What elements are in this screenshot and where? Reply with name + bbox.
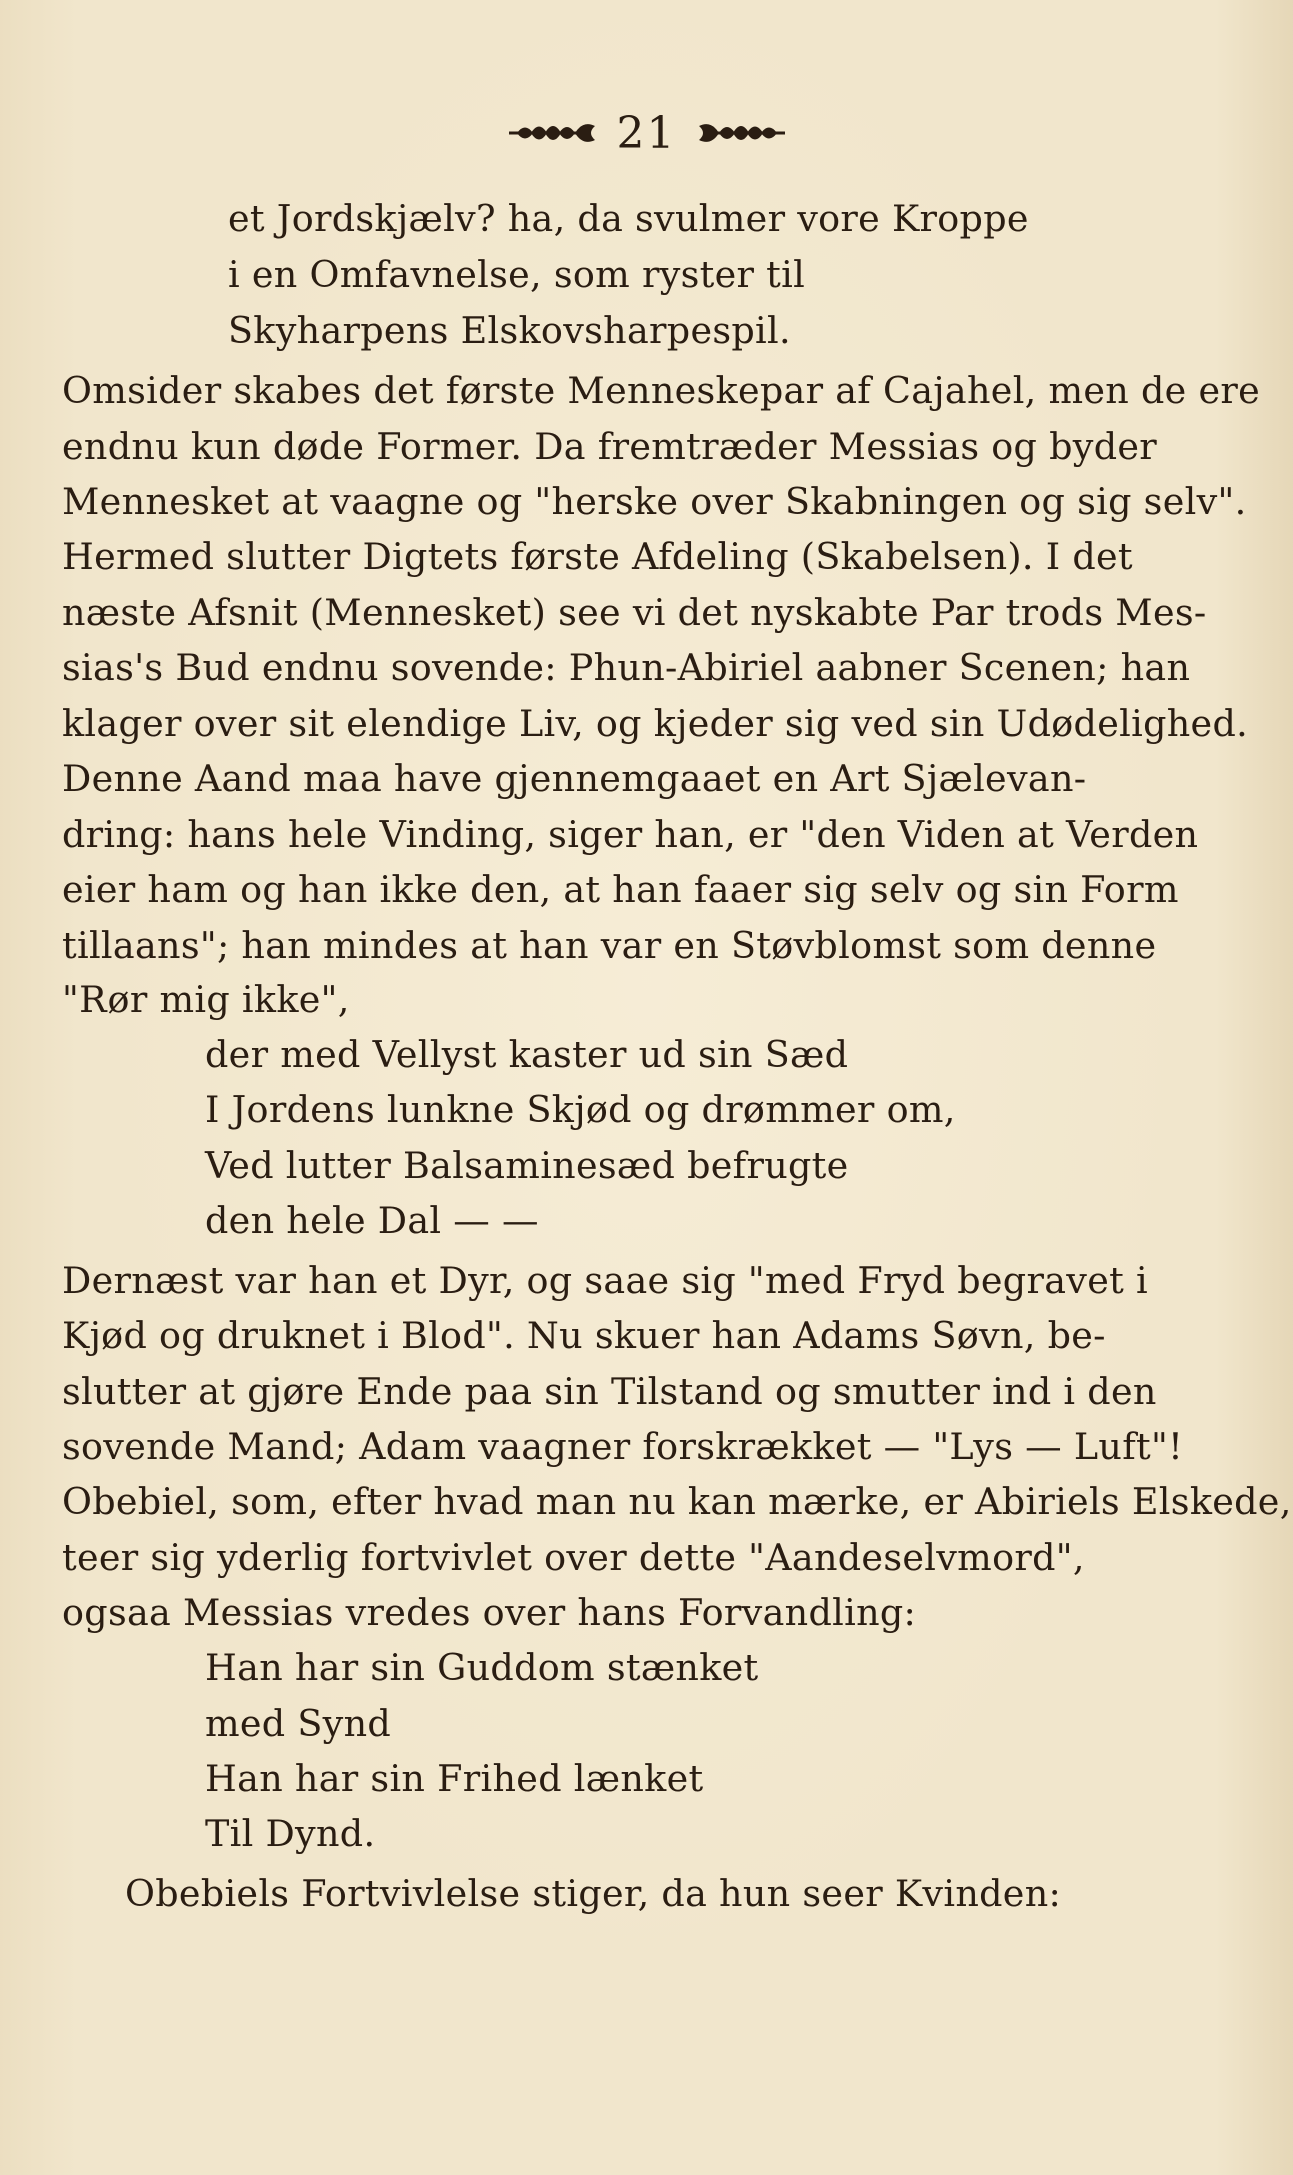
text-line: sovende Mand; Adam vaagner forskrækket — "Lys — Luft"! bbox=[62, 1425, 1184, 1468]
text-line: "Rør mig ikke", bbox=[62, 978, 350, 1021]
verse-line: der med Vellyst kaster ud sin Sæd bbox=[205, 1033, 849, 1076]
page-number: 21 bbox=[616, 107, 677, 159]
text-line: tillaans"; han mindes at han var en Støvblomst som denne bbox=[62, 924, 1157, 967]
text-line: Hermed slutter Digtets første Afdeling (Skabelsen). I det bbox=[62, 535, 1133, 578]
text-line: slutter at gjøre Ende paa sin Tilstand og smutter ind i den bbox=[62, 1370, 1157, 1413]
text-line: teer sig yderlig fortvivlet over dette "Aandeselvmord", bbox=[62, 1536, 1085, 1579]
text-line: Mennesket at vaagne og "herske over Skabningen og sig selv". bbox=[62, 480, 1247, 523]
text-line: Obebiel, som, efter hvad man nu kan mærke, er Abiriels Elskede, bbox=[62, 1480, 1292, 1523]
verse-line: Han har sin Guddom stænket bbox=[205, 1646, 759, 1689]
text-line: i en Omfavnelse, som ryster til bbox=[228, 253, 806, 296]
text-line: ogsaa Messias vredes over hans Forvandling: bbox=[62, 1591, 917, 1634]
verse-line: Til Dynd. bbox=[205, 1812, 376, 1855]
verse-line: Han har sin Frihed lænket bbox=[205, 1757, 704, 1800]
text-line: Dernæst var han et Dyr, og saae sig "med Fryd begravet i bbox=[62, 1259, 1148, 1302]
text-line: endnu kun døde Former. Da fremtræder Messias og byder bbox=[62, 425, 1158, 468]
left-ornament-icon bbox=[507, 116, 599, 150]
text-line: Obebiels Fortvivlelse stiger, da hun seer Kvinden: bbox=[125, 1872, 1062, 1915]
text-line: sias's Bud endnu sovende: Phun-Abiriel aabner Scenen; han bbox=[62, 646, 1191, 689]
text-line: Kjød og druknet i Blod". Nu skuer han Adams Søvn, be- bbox=[62, 1314, 1106, 1357]
text-line: klager over sit elendige Liv, og kjeder sig ved sin Udødelighed. bbox=[62, 702, 1249, 745]
text-line: dring: hans hele Vinding, siger han, er "den Viden at Verden bbox=[62, 813, 1199, 856]
verse-line: Ved lutter Balsaminesæd befrugte bbox=[205, 1144, 849, 1187]
verse-line: den hele Dal — — bbox=[205, 1199, 539, 1242]
text-line: et Jordskjælv? ha, da svulmer vore Kroppe bbox=[228, 197, 1029, 240]
text-line: Omsider skabes det første Menneskepar af Cajahel, men de ere bbox=[62, 369, 1261, 412]
text-line: eier ham og han ikke den, at han faaer sig selv og sin Form bbox=[62, 868, 1179, 911]
right-ornament-icon bbox=[695, 116, 787, 150]
verse-line: med Synd bbox=[205, 1702, 392, 1745]
page-header bbox=[0, 103, 1293, 163]
text-line: Denne Aand maa have gjennemgaaet en Art Sjælevan- bbox=[62, 757, 1087, 800]
verse-line: I Jordens lunkne Skjød og drømmer om, bbox=[205, 1088, 956, 1131]
text-line: Skyharpens Elskovsharpespil. bbox=[228, 309, 791, 352]
text-line: næste Afsnit (Mennesket) see vi det nyskabte Par trods Mes- bbox=[62, 591, 1207, 634]
